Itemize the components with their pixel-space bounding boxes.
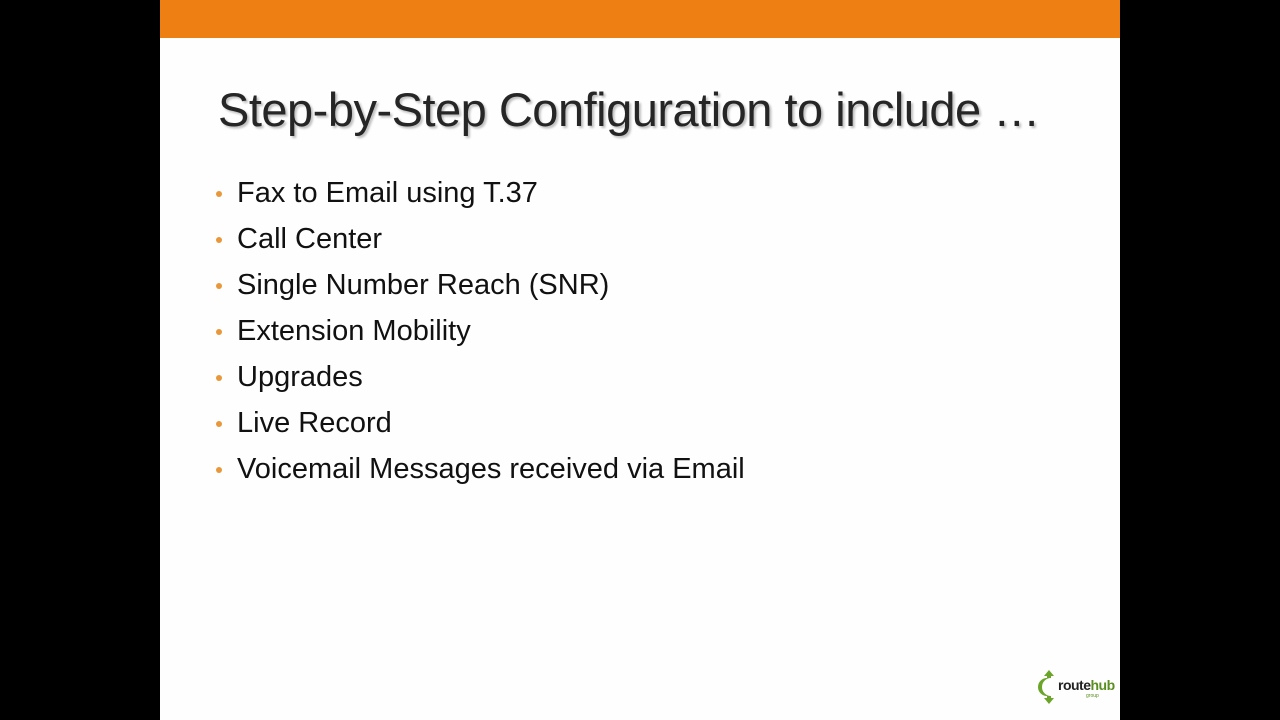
bullet-dot-icon [216, 191, 222, 197]
bullet-item: Extension Mobility [216, 308, 745, 354]
bullet-item: Upgrades [216, 354, 745, 400]
orange-header-bar [160, 0, 1120, 38]
slide [160, 0, 1120, 720]
bullet-dot-icon [216, 421, 222, 427]
bullet-dot-icon [216, 467, 222, 473]
bullet-dot-icon [216, 329, 222, 335]
bullet-dot-icon [216, 375, 222, 381]
slide-title: Step-by-Step Configuration to include … [218, 83, 1040, 136]
routehub-logo [1038, 668, 1115, 706]
bullet-dot-icon [216, 237, 222, 243]
bullet-item: Live Record [216, 400, 745, 446]
bullet-dot-icon [216, 283, 222, 289]
routehub-emblem-icon [1038, 668, 1060, 706]
bullet-item: Call Center [216, 216, 745, 262]
bullet-item: Single Number Reach (SNR) [216, 262, 745, 308]
logo-wordmark: routehub [1058, 677, 1115, 693]
bullet-list [216, 170, 745, 492]
bullet-item: Fax to Email using T.37 [216, 170, 745, 216]
logo-subtext: group [1086, 693, 1099, 699]
bullet-item: Voicemail Messages received via Email [216, 446, 745, 492]
